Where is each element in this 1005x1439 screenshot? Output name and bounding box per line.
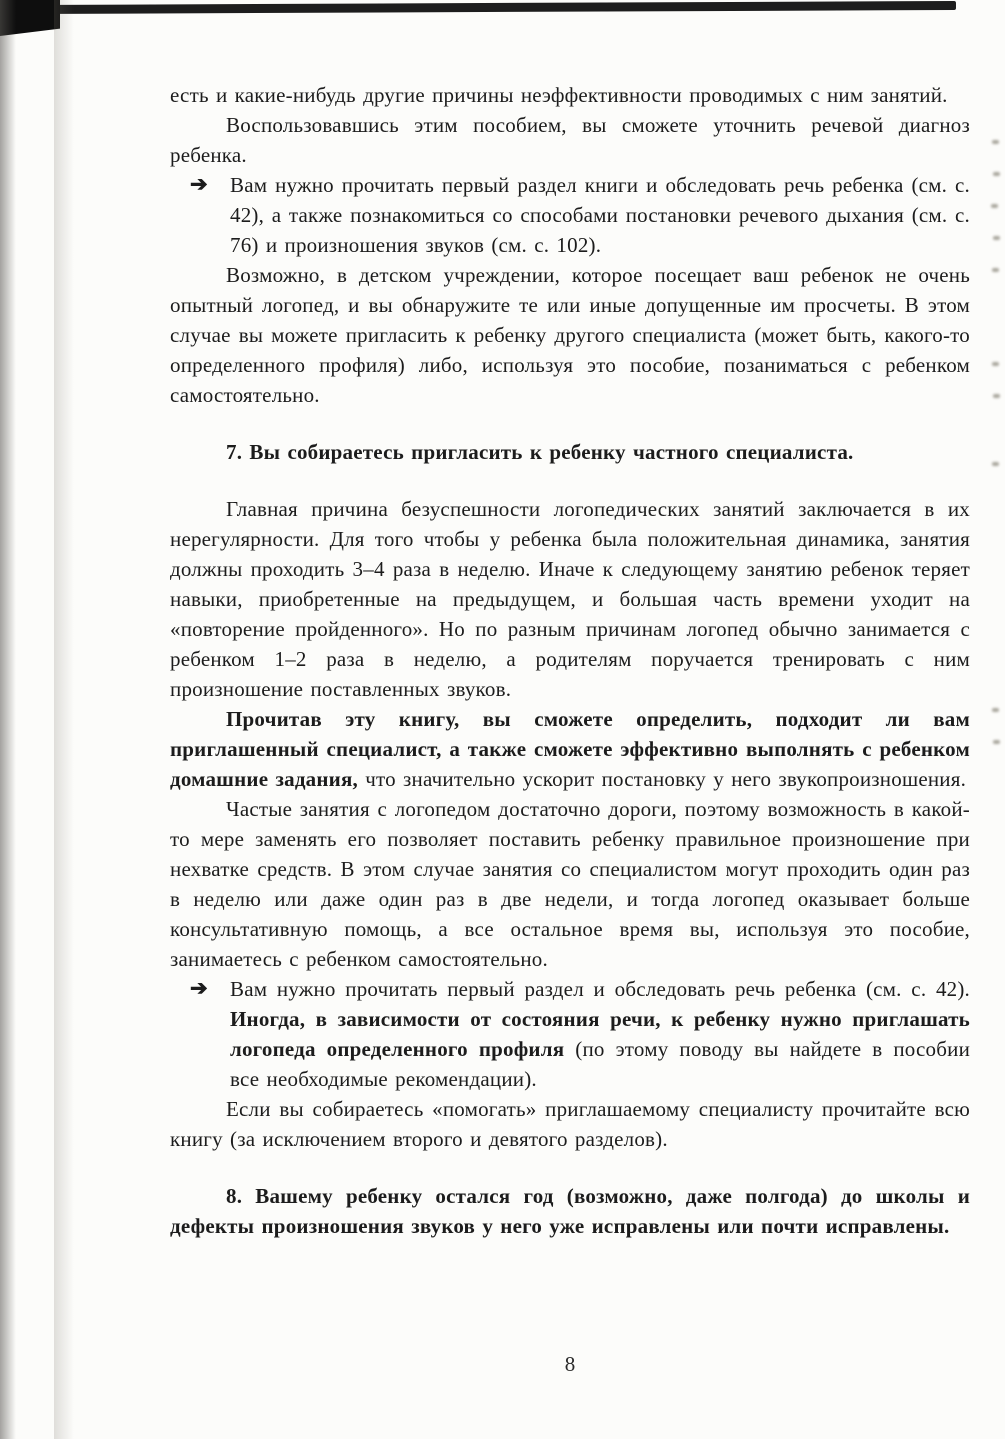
text-segment-bold: 8. Вашему ребенку остался год (возможно, даже полгода) до школы и дефекты произношения звуков у него уже исправлены или почти исправлены. [170,1184,970,1238]
scan-edge-left [0,0,16,1439]
scan-crease [54,0,74,1439]
arrow-item [190,170,970,260]
section-heading [170,1181,970,1241]
text-segment: Воспользовавшись этим пособием, вы сможете уточнить речевой диагноз ребенка. [170,113,970,167]
text-segment: Если вы собираетесь «помогать» приглашаемому специалисту прочитайте всю книгу (за исключением второго и девятого разделов). [170,1097,970,1151]
text-segment: (по этому поводу вы найдете в пособии все необходимые рекомендации). [230,1037,971,1091]
text-segment-bold: Иногда, в зависимости от состояния речи, к ребенку нужно приглашать логопеда определенного профиля [230,1007,970,1061]
text-segment-bold: Прочитав эту книгу, вы сможете определить, подходит ли вам приглашенный специалист, а также сможете эффективно выполнять с ребенком домашние задания, [170,707,970,791]
scan-edge-top [26,1,956,14]
section-heading [170,437,970,467]
arrow-icon: ➔ [190,976,208,1000]
arrow-icon: ➔ [190,172,208,196]
text-segment: Главная причина безуспешности логопедических занятий заключается в их нерегулярности. Для того чтобы у ребенка была положительная динамика, занятия должны проходить 3–4 раза в неделю. Иначе к следующему занятию ребенок теряет навыки, приобретенные на предыдущем, и большая часть времени уходит на «повторение пройденного». Но по разным причинам логопед обычно занимается с ребенком 1–2 раза в неделю, а родителям поручается тренировать с ним произношение поставленных звуков. [170,497,970,701]
text-segment: Возможно, в детском учреждении, которое посещает ваш ребенок не очень опытный логопед, и вы обнаружите те или иные допущенные им просчеты. В этом случае вы можете пригласить к ребенку другого специалиста (может быть, какого-то определенного профиля) либо, используя это пособие, позаниматься с ребенком самостоятельно. [170,263,970,407]
text-segment: Частые занятия с логопедом достаточно дороги, поэтому возможность в какой-то мере заменять его позволяет поставить ребенку правильное произношение при нехватке средств. В этом случае занятия со специалистом могут проходить один раз в неделю или даже один раз в две недели, и тогда логопед оказывает больше консультативную помощь, а все остальное время вы, используя это пособие, занимаетесь с ребенком самостоятельно. [170,797,970,971]
text-segment: что значительно ускорит постановку у него звукопроизношения. [357,767,967,791]
arrow-item [190,974,971,1094]
text-segment: Вам нужно прочитать первый раздел книги и обследовать речь ребенка (см. с. 42), а также познакомиться со способами постановки речевого дыхания (см. с. 76) и произношения звуков (см. с. 102). [230,173,970,257]
paragraph [170,1094,970,1154]
paragraph [170,260,970,410]
paragraph [170,494,970,704]
paragraph [170,80,970,110]
text-segment: есть и какие-нибудь другие причины неэффективности проводимых с ним занятий. [170,83,948,107]
text-segment-bold: 7. Вы собираетесь пригласить к ребенку частного специалиста. [226,440,854,464]
paragraph [170,110,970,170]
page-number: 8 [564,1352,576,1376]
paragraph [170,794,970,974]
paragraph [170,704,970,794]
page-text [170,80,970,1241]
text-segment: Вам нужно прочитать первый раздел и обследовать речь ребенка (см. с. 42). [230,977,970,1001]
